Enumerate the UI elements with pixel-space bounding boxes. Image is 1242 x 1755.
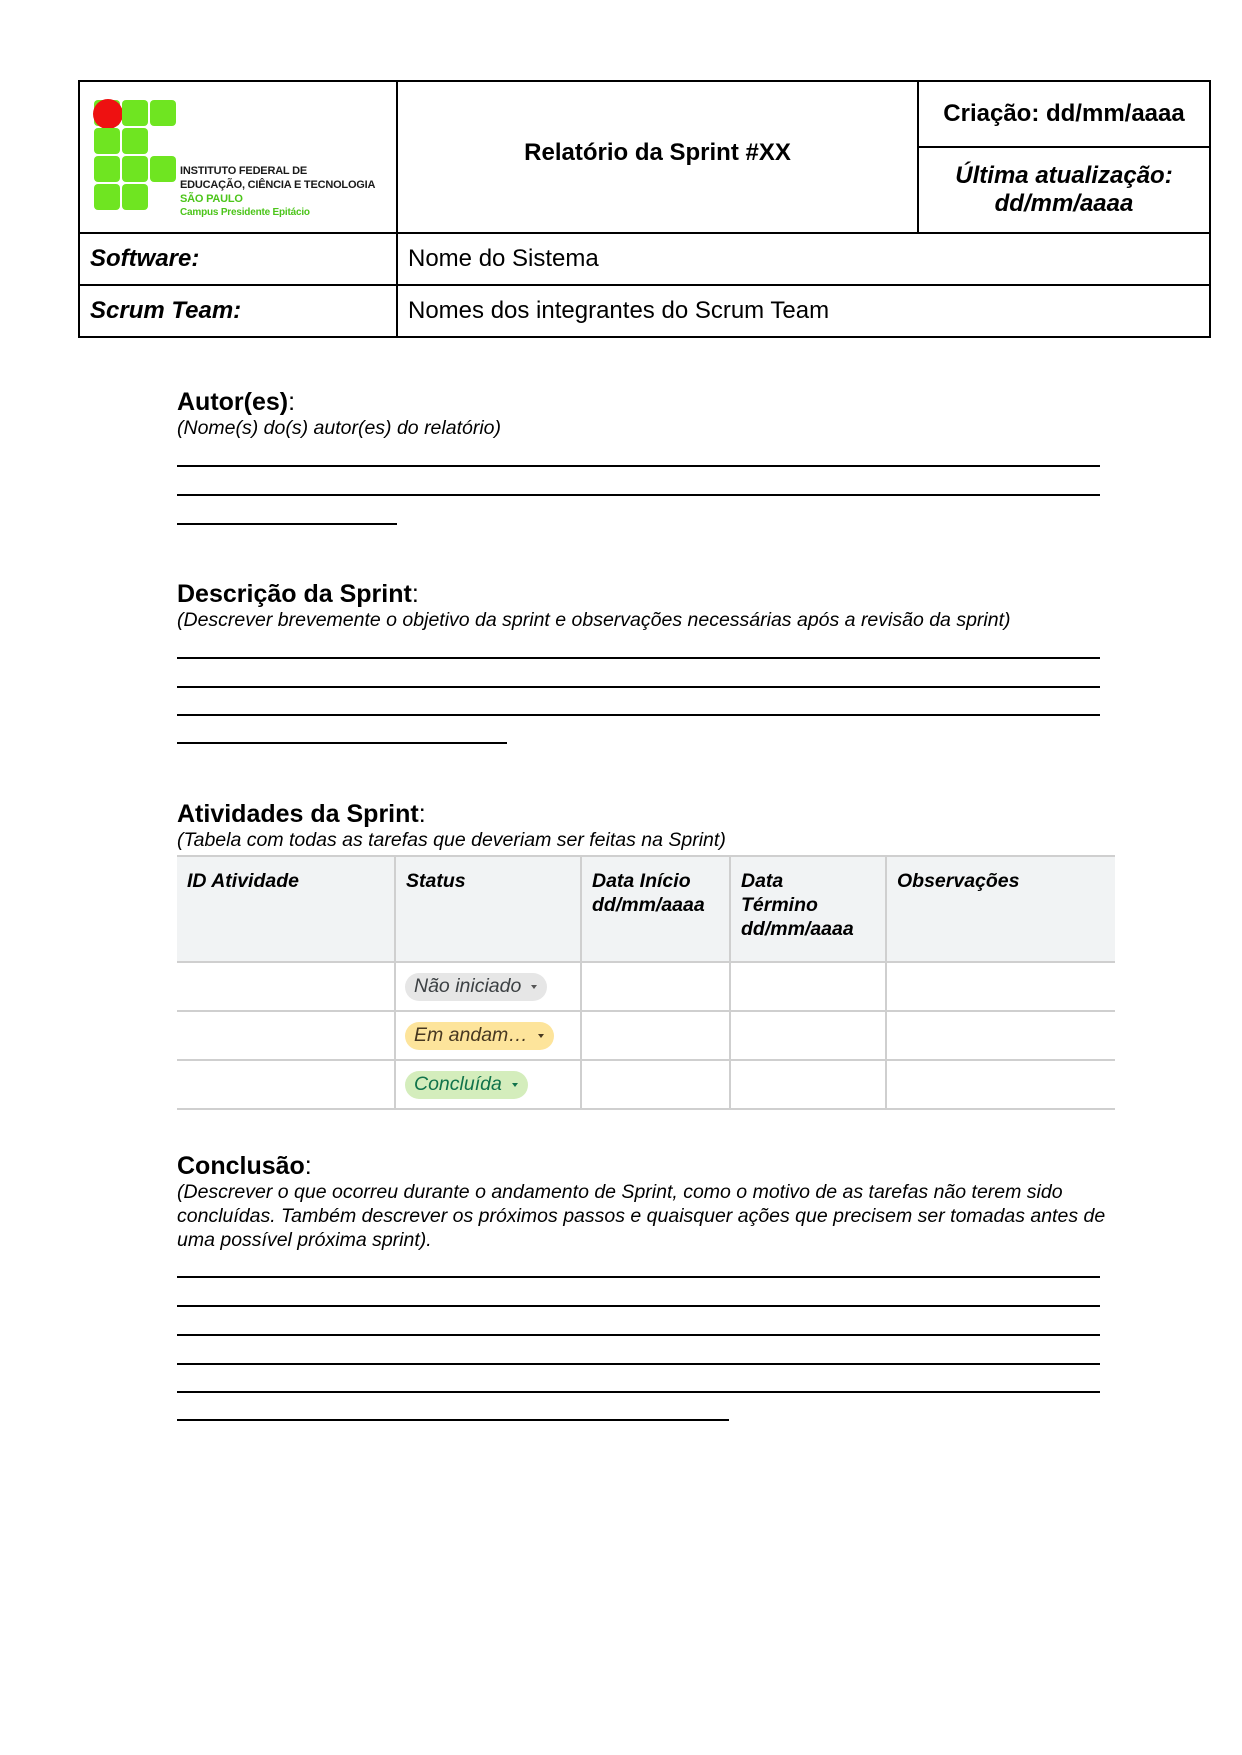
cell-end[interactable]: [730, 1060, 886, 1109]
last-update: Última atualização: dd/mm/aaaa: [955, 162, 1173, 217]
col-status-header: Status: [395, 856, 581, 962]
cell-status: [395, 1011, 581, 1060]
cell-notes[interactable]: [886, 1060, 1115, 1109]
description-line[interactable]: [177, 742, 507, 744]
conclusion-line[interactable]: [177, 1334, 1100, 1336]
conclusion-line[interactable]: [177, 1419, 729, 1421]
team-value: Nomes dos integrantes do Scrum Team: [397, 285, 1210, 337]
description-line[interactable]: [177, 657, 1100, 659]
activities-section: Atividades da Sprint: (Tabela com todas as tarefas que deveriam ser feitas na Sprint): [177, 800, 1107, 852]
table-row: [177, 1011, 1115, 1060]
description-line[interactable]: [177, 714, 1100, 716]
chevron-down-icon: [538, 1034, 544, 1038]
cell-start[interactable]: [581, 1060, 730, 1109]
chevron-down-icon: [512, 1083, 518, 1087]
conclusion-line[interactable]: [177, 1276, 1100, 1278]
conclusion-line[interactable]: [177, 1363, 1100, 1365]
table-row: [177, 962, 1115, 1011]
description-subtitle: (Descrever brevemente o objetivo da sprint e observações necessárias após a revisão da sprint): [177, 609, 1011, 631]
report-title: Relatório da Sprint #XX: [524, 139, 791, 166]
cell-id[interactable]: [177, 1011, 395, 1060]
cell-status: [395, 1060, 581, 1109]
activities-table: [177, 855, 1115, 1110]
description-section: Descrição da Sprint: (Descrever brevemente o objetivo da sprint e observações necessárias após a revisão da sprint): [177, 580, 1107, 632]
logo-red-dot: [93, 99, 123, 129]
conclusion-line[interactable]: [177, 1305, 1100, 1307]
conclusion-title: Conclusão: [177, 1152, 305, 1180]
activities-title: Atividades da Sprint: [177, 800, 419, 828]
cell-id[interactable]: [177, 1060, 395, 1109]
cell-end[interactable]: [730, 1011, 886, 1060]
authors-title: Autor(es): [177, 388, 289, 416]
table-row: [177, 1060, 1115, 1109]
header-table: [78, 80, 1211, 338]
report-title-cell: [397, 81, 918, 233]
status-chip-in-progress[interactable]: Em andam…: [405, 1022, 554, 1050]
col-end-header: Data Término dd/mm/aaaa: [730, 856, 886, 962]
cell-end[interactable]: [730, 962, 886, 1011]
chevron-down-icon: [531, 985, 537, 989]
dates-cell: [918, 81, 1210, 233]
cell-start[interactable]: [581, 962, 730, 1011]
creation-date: Criação: dd/mm/aaaa: [919, 82, 1209, 148]
software-value: Nome do Sistema: [397, 233, 1210, 285]
col-id-header: ID Atividade: [177, 856, 395, 962]
institution-logo: [94, 100, 384, 218]
description-title: Descrição da Sprint: [177, 580, 412, 608]
cell-notes[interactable]: [886, 962, 1115, 1011]
activities-subtitle: (Tabela com todas as tarefas que deveriam ser feitas na Sprint): [177, 829, 726, 851]
cell-id[interactable]: [177, 962, 395, 1011]
authors-line[interactable]: [177, 465, 1100, 467]
cell-notes[interactable]: [886, 1011, 1115, 1060]
cell-status: [395, 962, 581, 1011]
authors-section: Autor(es): (Nome(s) do(s) autor(es) do relatório): [177, 388, 1107, 440]
status-chip-not-started[interactable]: Não iniciado: [405, 973, 547, 1001]
authors-line[interactable]: [177, 494, 1100, 496]
logo-cell: [79, 81, 397, 233]
col-notes-header: Observações: [886, 856, 1115, 962]
logo-text: INSTITUTO FEDERAL DE EDUCAÇÃO, CIÊNCIA E TECNOLOGIA SÃO PAULO Campus Presidente Epitácio: [180, 165, 376, 218]
authors-subtitle: (Nome(s) do(s) autor(es) do relatório): [177, 417, 502, 439]
team-label: Scrum Team:: [79, 285, 397, 337]
software-label: Software:: [79, 233, 397, 285]
cell-start[interactable]: [581, 1011, 730, 1060]
col-start-header: Data Início dd/mm/aaaa: [581, 856, 730, 962]
conclusion-line[interactable]: [177, 1391, 1100, 1393]
conclusion-section: Conclusão: (Descrever o que ocorreu durante o andamento de Sprint, como o motivo de as tarefas não terem sido concluídas. Também descrever os próximos passos e quaisquer ações que precisem ser tomadas antes de uma possível próxima sprint).: [177, 1152, 1106, 1251]
status-chip-done[interactable]: Concluída: [405, 1071, 528, 1099]
authors-line[interactable]: [177, 523, 397, 525]
conclusion-subtitle: (Descrever o que ocorreu durante o andamento de Sprint, como o motivo de as tarefas não terem sido concluídas. Também descrever os próximos passos e quaisquer ações que precisem ser tomadas antes de uma possível próxima sprint).: [177, 1181, 1106, 1251]
description-line[interactable]: [177, 686, 1100, 688]
